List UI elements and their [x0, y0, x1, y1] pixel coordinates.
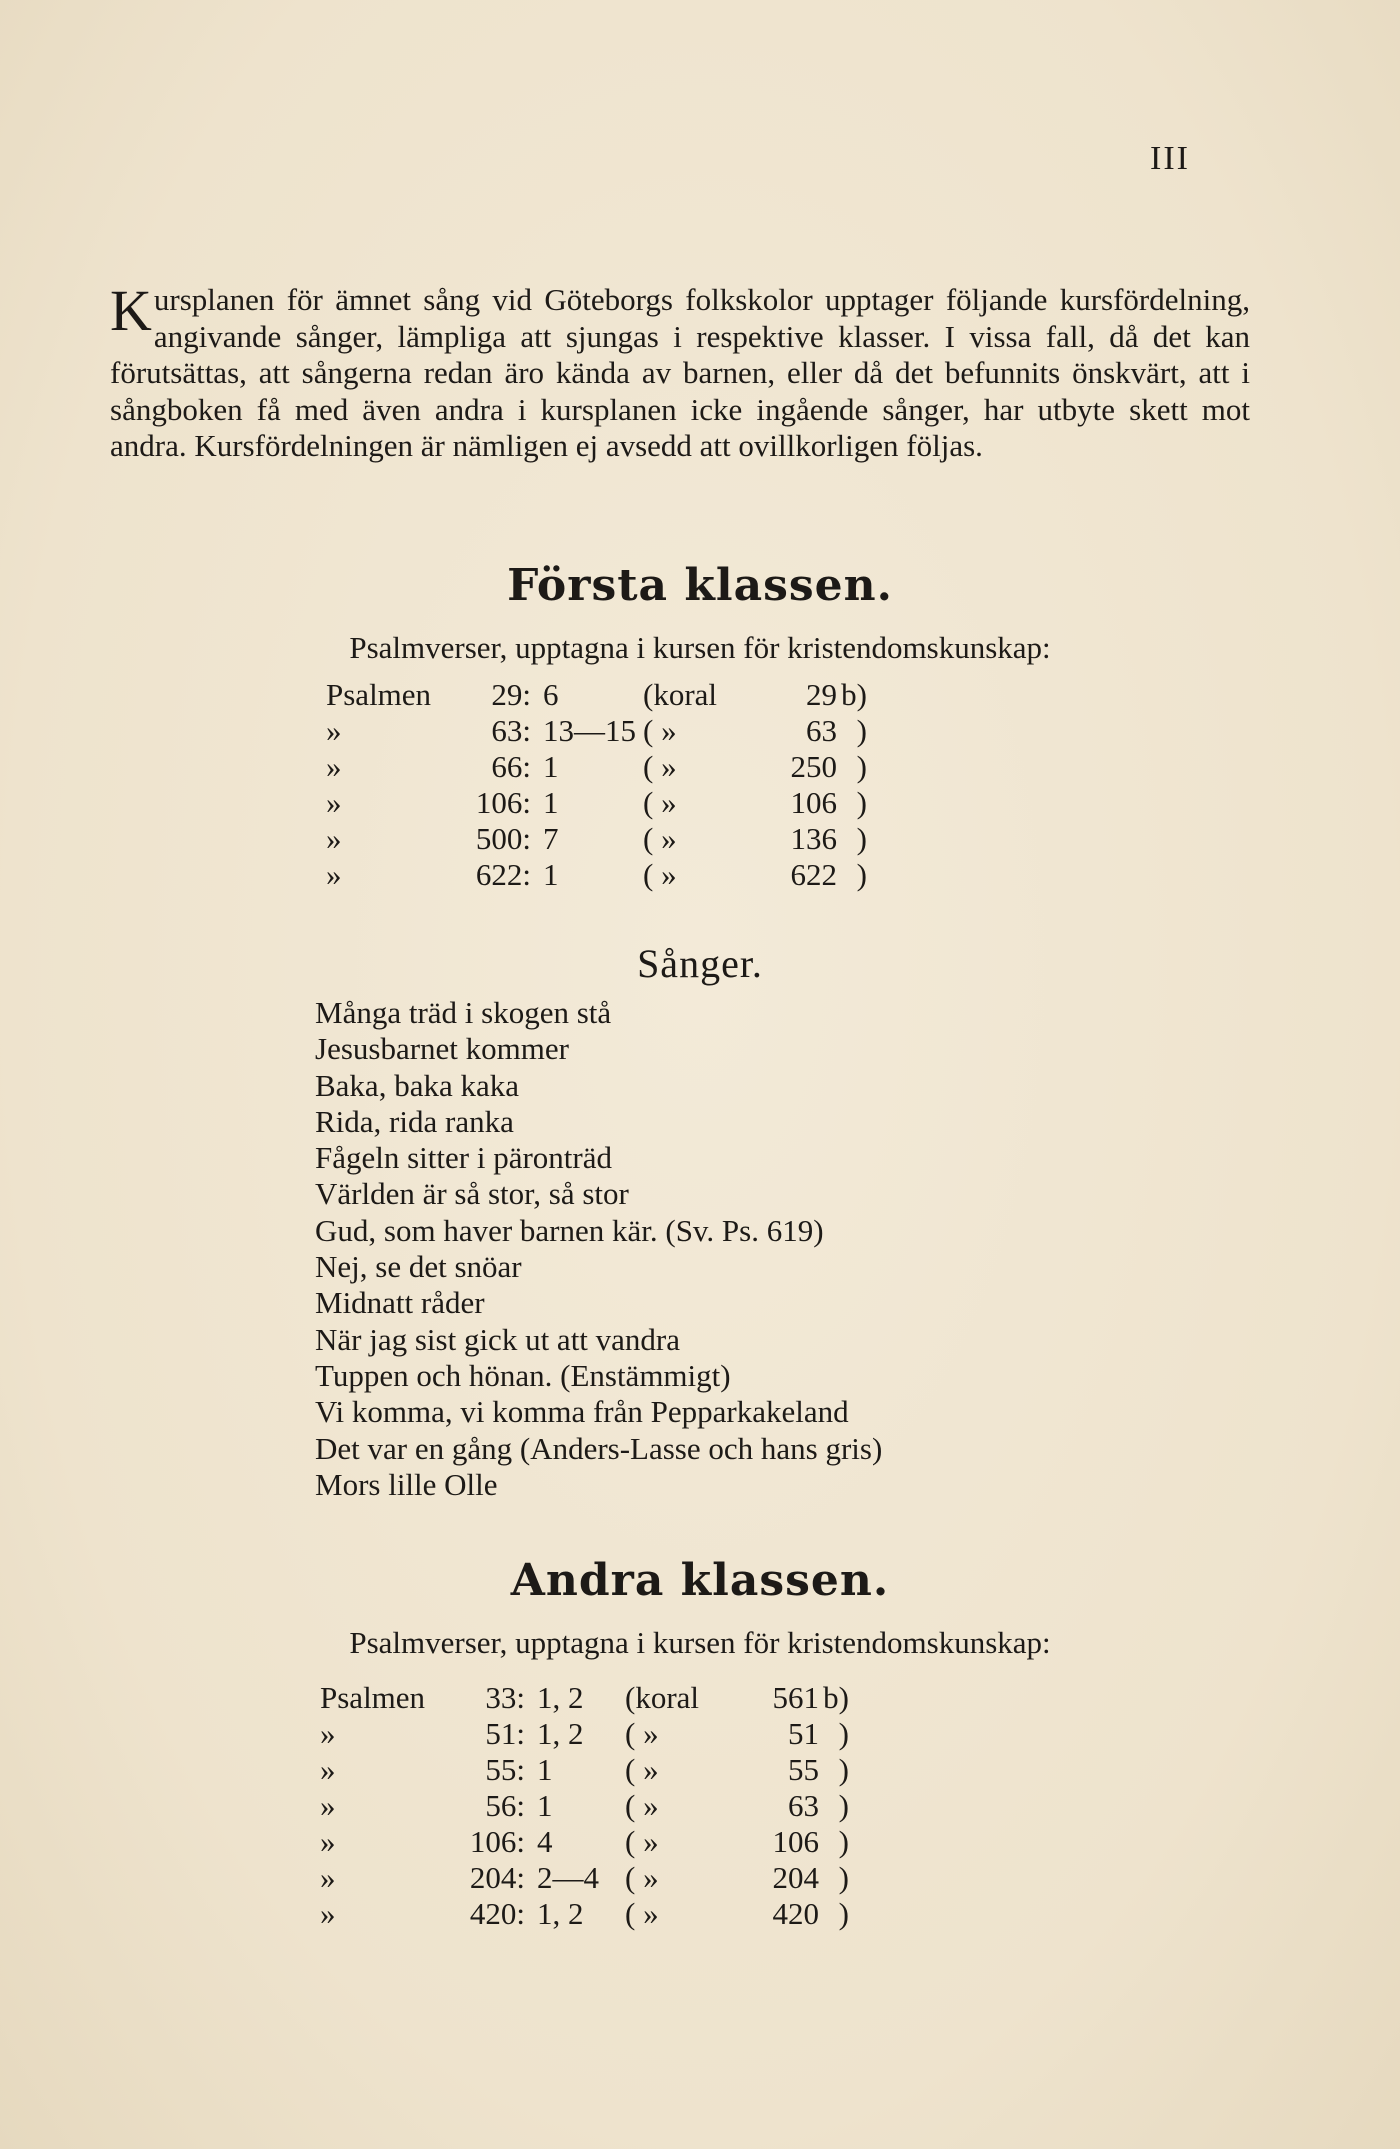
koral-open: (koral [625, 1680, 700, 1715]
psalm-number: 500: [475, 821, 531, 856]
koral-close: ) [838, 1896, 849, 1931]
koral-open: ( » [643, 821, 677, 856]
koral-close: ) [838, 1788, 849, 1823]
koral-number: 51 [788, 1716, 819, 1751]
table-row [320, 1896, 849, 1932]
list-item: När jag sist gick ut att vandra [315, 1321, 681, 1357]
psalm-number: 106: [469, 1824, 525, 1859]
koral-open: (koral [643, 677, 718, 712]
list-item: Fågeln sitter i päronträd [315, 1140, 612, 1176]
first-class-psalm-table [326, 677, 867, 893]
psalm-number: 66: [491, 749, 531, 784]
koral-open: ( » [625, 1752, 659, 1787]
psalm-verse: 13—15 [543, 713, 636, 748]
koral-open: ( » [643, 785, 677, 820]
page-number: III [1150, 140, 1190, 177]
koral-open: ( » [643, 749, 677, 784]
second-class-psalm-table [320, 1680, 849, 1932]
list-item: Jesusbarnet kommer [315, 1031, 569, 1067]
koral-close: ) [838, 1716, 849, 1751]
psalm-name: » [326, 749, 342, 784]
psalm-verse: 1, 2 [537, 1680, 584, 1715]
psalm-name: Psalmen [326, 677, 432, 712]
table-row [326, 785, 867, 821]
koral-close: b) [841, 677, 867, 712]
koral-number: 63 [788, 1788, 819, 1823]
first-class-heading: Första klassen. [507, 560, 893, 611]
psalm-verse: 2—4 [537, 1860, 599, 1895]
first-class-psalm-subheading: Psalmverser, upptagna i kursen för kristendomskunskap: [349, 630, 1051, 665]
list-item: Midnatt råder [315, 1285, 485, 1321]
list-item: Världen är så stor, så stor [315, 1176, 629, 1212]
list-item: Rida, rida ranka [315, 1103, 514, 1139]
koral-open: ( » [625, 1824, 659, 1859]
intro-text: ursplanen för ämnet sång vid Göteborgs folkskolor upptager följande kursfördelning, angivande sånger, lämpliga att sjungas i respektive klasser. I vissa fall, då det kan förutsättas, att sångerna redan äro kända av barnen, eller då det befunnits önskvärt, att i sångboken få med även andra i kursplanen icke ingående sånger, har utbyte skett mot andra. Kursfördelningen är nämligen ej avsedd att ovillkorligen följas. [110, 282, 1250, 463]
psalm-number: 204: [469, 1860, 525, 1895]
psalm-name: » [326, 821, 342, 856]
koral-open: ( » [643, 713, 677, 748]
psalm-number: 29: [491, 677, 531, 712]
psalm-name: » [320, 1716, 336, 1751]
intro-paragraph [110, 278, 1250, 465]
psalm-verse: 1 [543, 749, 559, 784]
list-item: Tuppen och hönan. (Enstämmigt) [315, 1357, 731, 1393]
list-item: Vi komma, vi komma från Pepparkakeland [315, 1394, 849, 1430]
koral-number: 561 [772, 1680, 819, 1715]
koral-close: ) [856, 821, 867, 856]
psalm-number: 622: [475, 857, 531, 892]
second-class-heading: Andra klassen. [510, 1555, 890, 1606]
koral-open: ( » [625, 1896, 659, 1931]
koral-close: ) [856, 857, 867, 892]
koral-number: 136 [790, 821, 837, 856]
psalm-verse: 6 [543, 677, 559, 712]
psalm-verse: 1 [537, 1788, 553, 1823]
koral-open: ( » [643, 857, 677, 892]
psalm-verse: 1 [537, 1752, 553, 1787]
psalm-verse: 7 [543, 821, 559, 856]
psalm-number: 33: [485, 1680, 525, 1715]
psalm-number: 51: [485, 1716, 525, 1751]
psalm-verse: 1, 2 [537, 1896, 584, 1931]
list-item: Baka, baka kaka [315, 1067, 519, 1103]
psalm-number: 56: [485, 1788, 525, 1823]
list-item: Gud, som haver barnen kär. (Sv. Ps. 619) [315, 1212, 824, 1248]
psalm-number: 55: [485, 1752, 525, 1787]
psalm-name: » [326, 713, 342, 748]
list-item: Många träd i skogen stå [315, 995, 612, 1030]
table-row [320, 1788, 849, 1824]
koral-number: 106 [790, 785, 837, 820]
songs-heading: Sånger. [637, 941, 763, 986]
table-row [326, 713, 867, 749]
drop-cap: K [110, 278, 152, 343]
psalm-name: » [320, 1752, 336, 1787]
koral-close: ) [838, 1860, 849, 1895]
list-item: Nej, se det snöar [315, 1249, 522, 1285]
koral-close: ) [838, 1752, 849, 1787]
second-class-psalm-subheading: Psalmverser, upptagna i kursen för kristendomskunskap: [349, 1625, 1051, 1660]
psalm-number: 420: [469, 1896, 525, 1931]
psalm-number: 106: [475, 785, 531, 820]
songs-list [315, 995, 882, 1503]
psalm-name: » [326, 785, 342, 820]
psalm-name: Psalmen [320, 1680, 426, 1715]
koral-close: ) [856, 713, 867, 748]
table-row [320, 1860, 849, 1896]
psalm-verse: 1 [543, 857, 559, 892]
koral-close: ) [838, 1824, 849, 1859]
psalm-number: 63: [491, 713, 531, 748]
table-row [320, 1716, 849, 1752]
koral-number: 420 [772, 1896, 819, 1931]
koral-number: 55 [788, 1752, 819, 1787]
psalm-verse: 1 [543, 785, 559, 820]
koral-number: 250 [790, 749, 837, 784]
koral-open: ( » [625, 1860, 659, 1895]
psalm-name: » [320, 1824, 336, 1859]
psalm-name: » [320, 1860, 336, 1895]
table-row [320, 1680, 849, 1716]
table-row [320, 1752, 849, 1788]
koral-open: ( » [625, 1788, 659, 1823]
koral-number: 29 [806, 677, 837, 712]
list-item: Det var en gång (Anders-Lasse och hans gris) [315, 1430, 883, 1466]
koral-number: 106 [772, 1824, 819, 1859]
psalm-name: » [320, 1788, 336, 1823]
koral-open: ( » [625, 1716, 659, 1751]
table-row [326, 749, 867, 785]
table-row [320, 1824, 849, 1860]
koral-close: ) [856, 749, 867, 784]
psalm-name: » [326, 857, 342, 892]
table-row [326, 677, 867, 713]
table-row [326, 821, 867, 857]
koral-close: b) [823, 1680, 849, 1715]
psalm-verse: 1, 2 [537, 1716, 584, 1751]
table-row [326, 857, 867, 893]
koral-number: 204 [772, 1860, 819, 1895]
koral-number: 63 [806, 713, 837, 748]
psalm-name: » [320, 1896, 336, 1931]
koral-number: 622 [790, 857, 837, 892]
psalm-verse: 4 [537, 1824, 553, 1859]
list-item: Mors lille Olle [315, 1466, 498, 1502]
koral-close: ) [856, 785, 867, 820]
